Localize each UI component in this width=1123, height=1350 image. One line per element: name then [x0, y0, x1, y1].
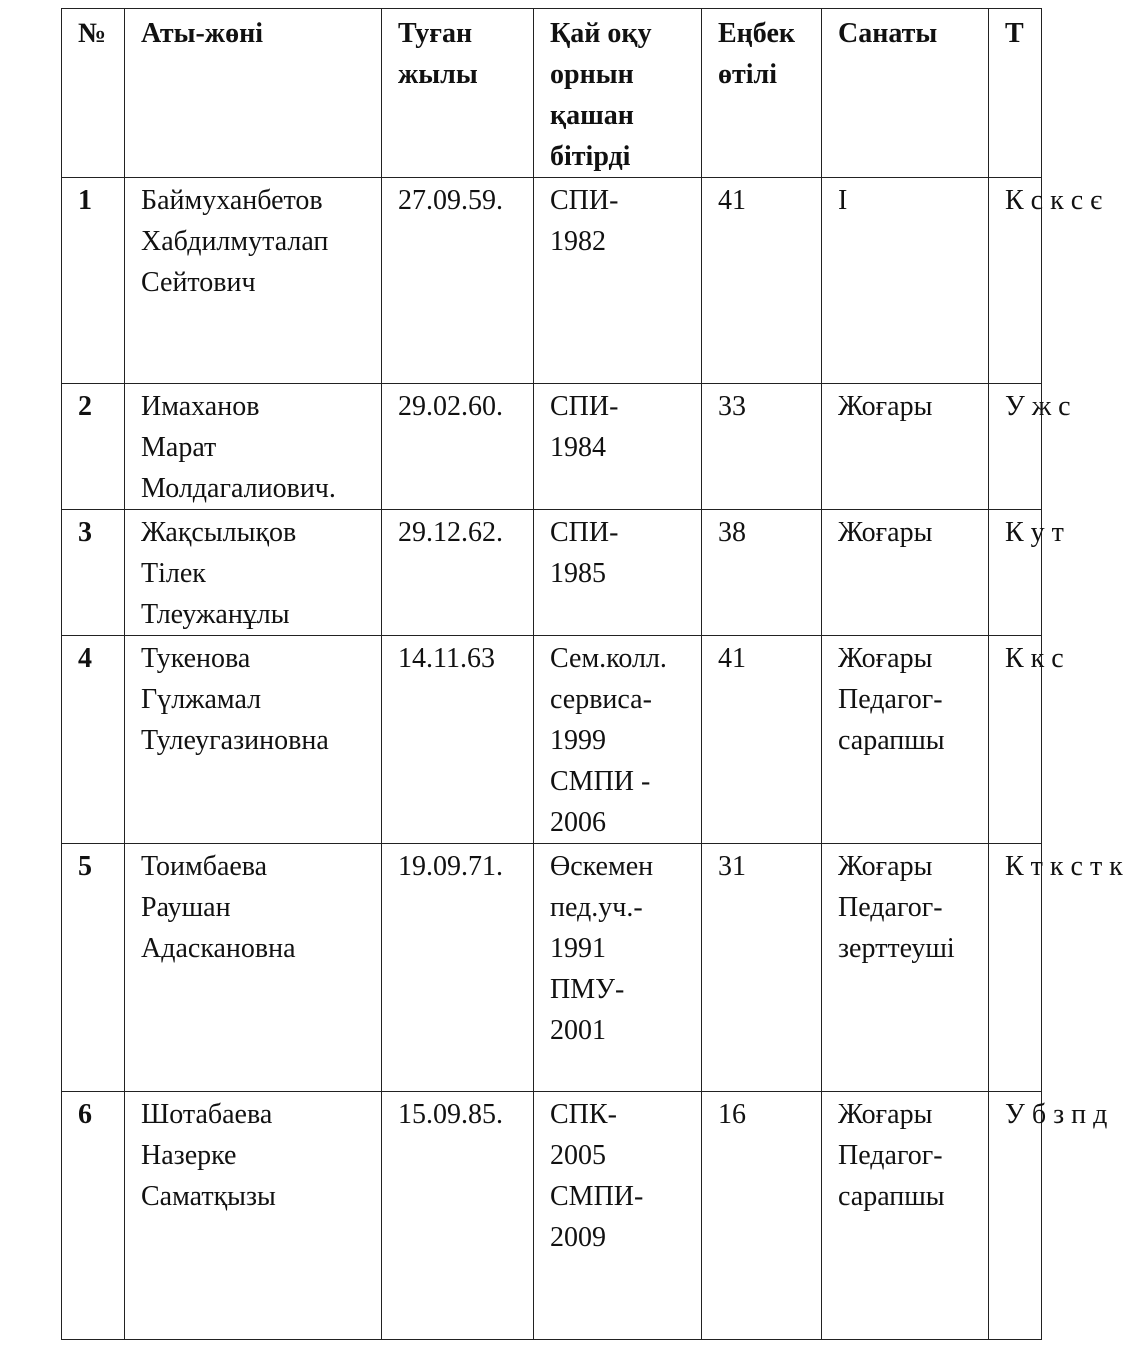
row-category: Жоғары Педагог- сарапшы — [822, 1092, 989, 1340]
row-work-experience: 33 — [702, 384, 822, 510]
row-full-name: Тукенова Гүлжамал Тулеугазиновна — [125, 636, 382, 844]
table-header-row — [62, 9, 1042, 178]
row-birth-date: 19.09.71. — [382, 844, 534, 1092]
header-full-name: Аты-жөні — [125, 9, 382, 178]
header-birth-year: Туған жылы — [382, 9, 534, 178]
table-row — [62, 636, 1042, 844]
row-full-name: Шотабаева Назерке Саматқызы — [125, 1092, 382, 1340]
row-birth-date: 27.09.59. — [382, 178, 534, 384]
table-row — [62, 384, 1042, 510]
row-number: 4 — [62, 636, 125, 844]
row-education: Сем.колл. сервиса- 1999 СМПИ - 2006 — [534, 636, 702, 844]
header-category: Санаты — [822, 9, 989, 178]
table-row — [62, 510, 1042, 636]
row-number: 6 — [62, 1092, 125, 1340]
header-education: Қай оқу орнын қашан бітірді — [534, 9, 702, 178]
row-category: Жоғары — [822, 510, 989, 636]
row-education: СПИ- 1982 — [534, 178, 702, 384]
row-work-experience: 31 — [702, 844, 822, 1092]
row-education: СПК- 2005 СМПИ- 2009 — [534, 1092, 702, 1340]
row-number: 2 — [62, 384, 125, 510]
row-birth-date: 14.11.63 — [382, 636, 534, 844]
row-cut-off-cell: К у т — [989, 510, 1042, 636]
row-birth-date: 15.09.85. — [382, 1092, 534, 1340]
header-work-experience: Еңбек өтілі — [702, 9, 822, 178]
row-category: I — [822, 178, 989, 384]
row-full-name: Жақсылықов Тілек Тлеужанұлы — [125, 510, 382, 636]
row-work-experience: 41 — [702, 636, 822, 844]
row-number: 5 — [62, 844, 125, 1092]
row-full-name: Тоимбаева Раушан Адаскановна — [125, 844, 382, 1092]
row-cut-off-cell: У ж с — [989, 384, 1042, 510]
table-row — [62, 1092, 1042, 1340]
row-number: 1 — [62, 178, 125, 384]
table-row — [62, 844, 1042, 1092]
row-cut-off-cell: К с к с є — [989, 178, 1042, 384]
row-birth-date: 29.02.60. — [382, 384, 534, 510]
row-cut-off-cell: У б з п д — [989, 1092, 1042, 1340]
staff-table-container — [61, 8, 1123, 1340]
header-cut-off-column: Т — [989, 9, 1042, 178]
row-work-experience: 16 — [702, 1092, 822, 1340]
row-education: СПИ- 1984 — [534, 384, 702, 510]
row-category: Жоғары Педагог- зерттеуші — [822, 844, 989, 1092]
row-cut-off-cell: К к с — [989, 636, 1042, 844]
row-full-name: Имаханов Марат Молдагалиович. — [125, 384, 382, 510]
row-birth-date: 29.12.62. — [382, 510, 534, 636]
table-row — [62, 178, 1042, 384]
row-number: 3 — [62, 510, 125, 636]
row-work-experience: 41 — [702, 178, 822, 384]
row-cut-off-cell: К т к с т к — [989, 844, 1042, 1092]
row-education: Өскемен пед.уч.- 1991 ПМУ- 2001 — [534, 844, 702, 1092]
row-category: Жоғары — [822, 384, 989, 510]
row-education: СПИ- 1985 — [534, 510, 702, 636]
header-number: № — [62, 9, 125, 178]
row-work-experience: 38 — [702, 510, 822, 636]
staff-table — [61, 8, 1123, 1340]
row-full-name: Баймуханбетов Хабдилмуталап Сейтович — [125, 178, 382, 384]
row-category: Жоғары Педагог- сарапшы — [822, 636, 989, 844]
